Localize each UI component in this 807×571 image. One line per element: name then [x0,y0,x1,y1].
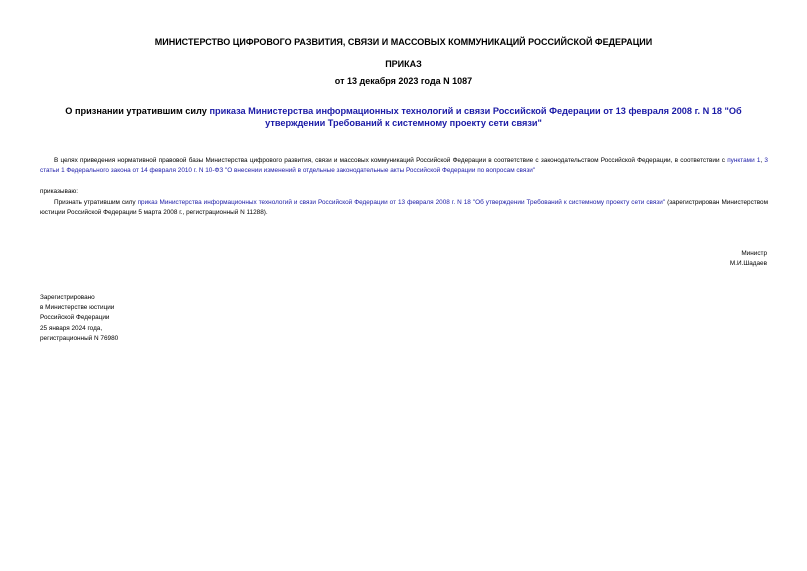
registration-block [40,293,118,344]
preamble-paragraph [40,156,768,175]
registration-note: (зарегистрирован Министерством юстиции Российской Федерации 5 марта 2008 г., регистрационный N 11288). [40,199,768,216]
preamble-separator: , [760,157,765,164]
decision-text: Признать утратившим силу [54,199,138,206]
federal-law-link[interactable]: 3 статьи 1 Федерального закона от 14 февраля 2010 г. N 10-ФЗ "О внесении изменений в отдельные законодательные акты Российской Федерации по вопросам связи" [40,157,768,174]
registration-line: Зарегистрировано [40,294,95,301]
registration-line: Российской Федерации [40,314,110,322]
signer-name: М.И.Шадаев [729,260,767,267]
signer-position: Министр [741,250,767,257]
law-points-link[interactable]: пунктами 1 [727,157,761,164]
order-type-heading: ПРИКАЗ [385,59,422,69]
decree-word: приказываю: [40,188,78,195]
order-date-heading: от 13 декабря 2023 года N 1087 [334,76,473,86]
document-title [40,105,767,129]
signature-block [730,249,767,269]
preamble-text: В целях приведения нормативной правовой базы Министерства цифрового развития, связи и массовых коммуникаций Российской Федерации в соответствие с законодательством Российской Федерации, в соответствии с [54,157,728,164]
registration-line: регистрационный N 76980 [40,334,119,342]
ministry-heading: МИНИСТЕРСТВО ЦИФРОВОГО РАЗВИТИЯ, СВЯЗИ И МАССОВЫХ КОММУНИКАЦИЙ РОССИЙСКОЙ ФЕДЕРАЦИИ [154,37,653,47]
registration-line: 25 января 2024 года, [40,324,103,332]
registration-line: в Министерстве юстиции [40,304,115,312]
title-order-link[interactable]: приказа Министерства информационных технологий и связи Российской Федерации от 13 февраля 2008 г. N 18 "Об утверждении Требований к системному проекту сети связи" [209,106,742,128]
decision-paragraph [40,198,768,217]
title-prefix: О признании утратившим силу [65,106,210,116]
repealed-order-link[interactable]: приказ Министерства информационных технологий и связи Российской Федерации от 13 февраля 2008 г. N 18 "Об утверждении Требований к системному проекту сети связи" [137,199,666,206]
